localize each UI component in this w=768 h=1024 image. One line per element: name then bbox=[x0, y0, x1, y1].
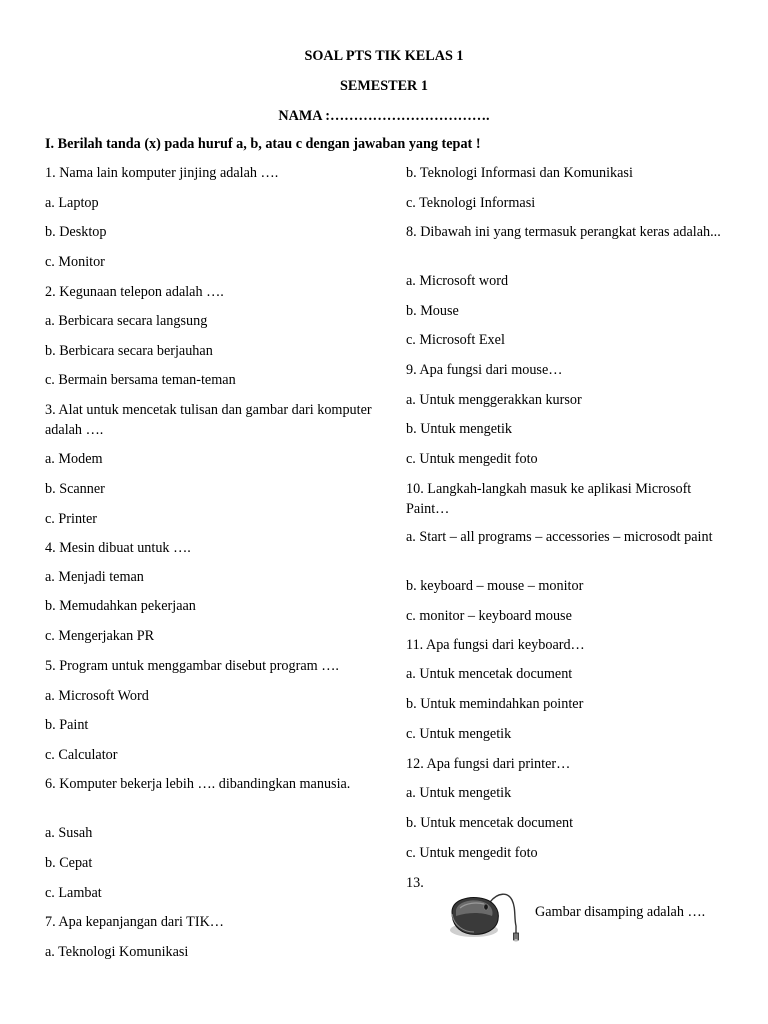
answer-option: b. Untuk memindahkan pointer bbox=[406, 696, 584, 712]
document-title: SOAL PTS TIK KELAS 1 bbox=[304, 48, 464, 64]
question-text: 9. Apa fungsi dari mouse… bbox=[406, 362, 563, 378]
name-field-label: NAMA :……………………………. bbox=[278, 108, 490, 124]
answer-option: a. Untuk mengetik bbox=[406, 785, 512, 801]
answer-option: a. Start – all programs – accessories – microsodt paint bbox=[406, 529, 713, 545]
answer-option: c. Calculator bbox=[45, 747, 118, 763]
answer-option: c. Bermain bersama teman-teman bbox=[45, 372, 236, 388]
answer-option: c. Monitor bbox=[45, 254, 105, 270]
answer-option: a. Untuk mencetak document bbox=[406, 666, 573, 682]
question-text: 8. Dibawah ini yang termasuk perangkat keras adalah... bbox=[406, 224, 721, 240]
question-text: 3. Alat untuk mencetak tulisan dan gambar dari komputer adalah …. bbox=[45, 402, 372, 438]
question-text: 2. Kegunaan telepon adalah …. bbox=[45, 284, 224, 300]
answer-option: b. Untuk mencetak document bbox=[406, 815, 574, 831]
answer-option: a. Laptop bbox=[45, 195, 99, 211]
answer-option: c. Teknologi Informasi bbox=[406, 195, 536, 211]
question-text: 4. Mesin dibuat untuk …. bbox=[45, 540, 191, 556]
answer-option: a. Modem bbox=[45, 451, 103, 467]
section-instruction: I. Berilah tanda (x) pada huruf a, b, atau c dengan jawaban yang tepat ! bbox=[45, 136, 481, 152]
question-text: 7. Apa kepanjangan dari TIK… bbox=[45, 914, 224, 930]
answer-option: c. Microsoft Exel bbox=[406, 332, 505, 348]
answer-option: c. Mengerjakan PR bbox=[45, 628, 155, 644]
answer-option: a. Menjadi teman bbox=[45, 569, 144, 585]
answer-option: c. Untuk mengetik bbox=[406, 726, 512, 742]
answer-option: b. Memudahkan pekerjaan bbox=[45, 598, 196, 614]
answer-option: a. Teknologi Komunikasi bbox=[45, 944, 189, 960]
answer-option: c. Untuk mengedit foto bbox=[406, 451, 538, 467]
question-13-number: 13. bbox=[406, 875, 424, 891]
answer-option: c. Lambat bbox=[45, 885, 102, 901]
question-13-text: Gambar disamping adalah …. bbox=[535, 904, 706, 920]
answer-option: b. Cepat bbox=[45, 855, 93, 871]
answer-option: c. Untuk mengedit foto bbox=[406, 845, 538, 861]
answer-option: a. Berbicara secara langsung bbox=[45, 313, 208, 329]
question-text: 1. Nama lain komputer jinjing adalah …. bbox=[45, 165, 279, 181]
answer-option: c. Printer bbox=[45, 511, 98, 527]
question-text: 12. Apa fungsi dari printer… bbox=[406, 756, 571, 772]
answer-option: b. keyboard – mouse – monitor bbox=[406, 578, 584, 594]
answer-option: b. Scanner bbox=[45, 481, 105, 497]
question-text: 10. Langkah-langkah masuk ke aplikasi Microsoft Paint… bbox=[406, 481, 692, 517]
answer-option: a. Untuk menggerakkan kursor bbox=[406, 392, 582, 408]
question-text: 6. Komputer bekerja lebih …. dibandingkan manusia. bbox=[45, 776, 351, 792]
answer-option: b. Untuk mengetik bbox=[406, 421, 512, 437]
answer-option: a. Susah bbox=[45, 825, 93, 841]
question-text: 5. Program untuk menggambar disebut program …. bbox=[45, 658, 339, 674]
answer-option: b. Paint bbox=[45, 717, 89, 733]
answer-option: a. Microsoft word bbox=[406, 273, 509, 289]
answer-option: c. monitor – keyboard mouse bbox=[406, 608, 572, 624]
answer-option: b. Desktop bbox=[45, 224, 107, 240]
answer-option: a. Microsoft Word bbox=[45, 688, 149, 704]
answer-option: b. Teknologi Informasi dan Komunikasi bbox=[406, 165, 633, 181]
semester-label: SEMESTER 1 bbox=[340, 78, 428, 94]
question-text: 11. Apa fungsi dari keyboard… bbox=[406, 637, 585, 653]
computer-mouse-icon bbox=[446, 890, 522, 942]
answer-option: b. Mouse bbox=[406, 303, 459, 319]
answer-option: b. Berbicara secara berjauhan bbox=[45, 343, 213, 359]
